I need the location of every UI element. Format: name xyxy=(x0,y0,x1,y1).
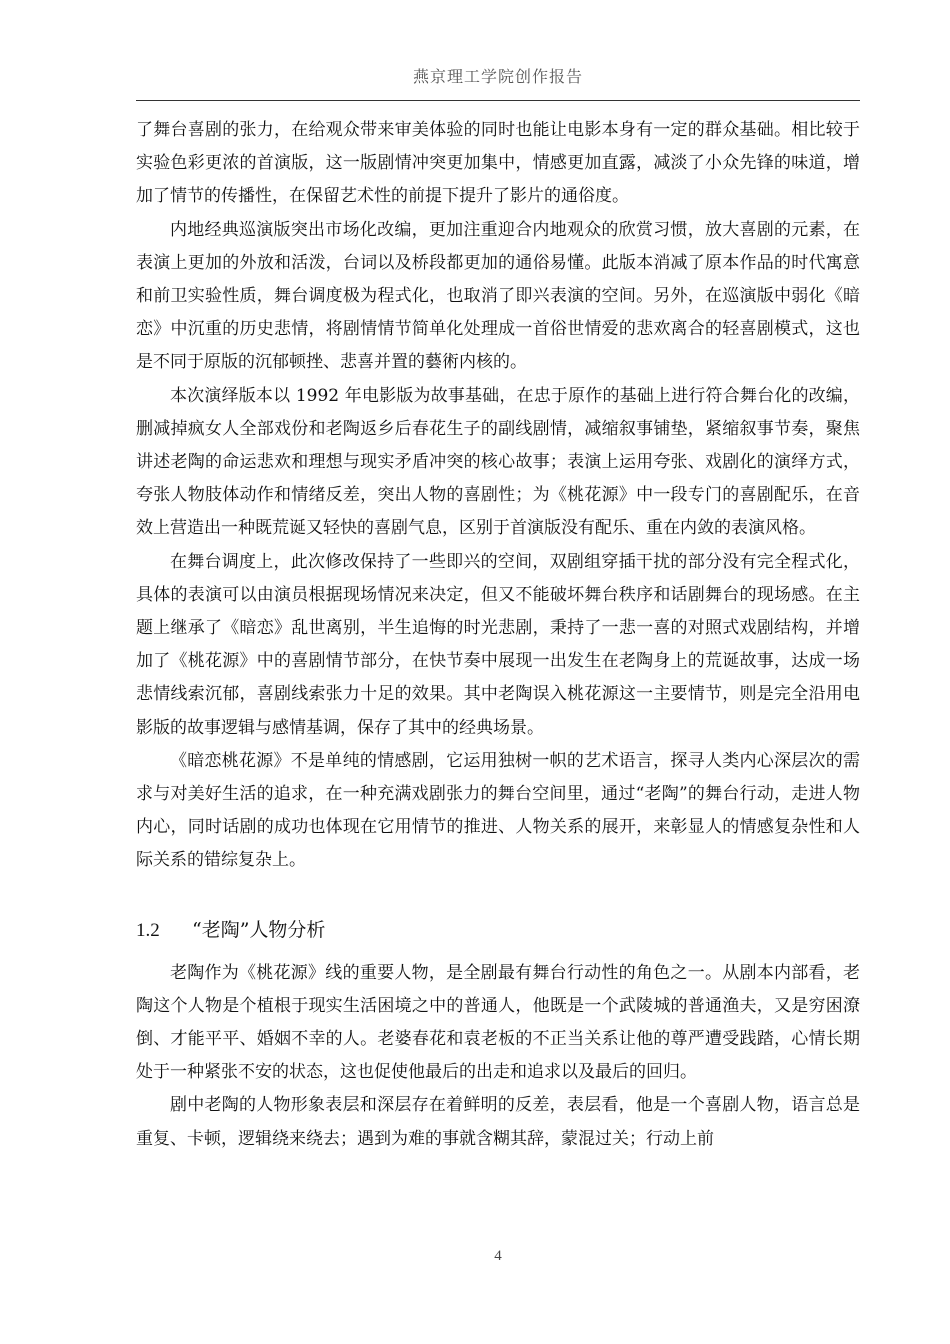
body-paragraph: 在舞台调度上，此次修改保持了一些即兴的空间，双剧组穿插干扰的部分没有完全程式化，具体的表演可以由演员根据现场情况来决定，但又不能破坏舞台秩序和话剧舞台的现场感。在主题上继承了《暗恋》乱世离别，半生追悔的时光悲剧，秉持了一悲一喜的对照式戏剧结构，并增加了《桃花源》中的喜剧情节部分，在快节奏中展现一出发生在老陶身上的荒诞故事，达成一场悲情线索沉郁，喜剧线索张力十足的效果。其中老陶误入桃花源这一主要情节，则是完全沿用电影版的故事逻辑与感情基调，保存了其中的经典场景。 xyxy=(136,551,860,738)
section-number: 1.2 xyxy=(136,919,160,941)
body-paragraph: 内地经典巡演版突出市场化改编，更加注重迎合内地观众的欣赏习惯，放大喜剧的元素，在表演上更加的外放和活泼，台词以及桥段都更加的通俗易懂。此版本消减了原本作品的时代寓意和前卫实验性质，舞台调度极为程式化，也取消了即兴表演的空间。另外，在巡演版中弱化《暗恋》中沉重的历史悲情，将剧情情节简单化处理成一首俗世情爱的悲欢离合的轻喜剧模式，这也是不同于原版的沉郁顿挫、悲喜并置的藝術内核的。 xyxy=(136,219,860,373)
body-content xyxy=(136,114,860,1156)
body-paragraph: 《暗恋桃花源》不是单纯的情感剧，它运用独树一帜的艺术语言，探寻人类内心深层次的需求与对美好生活的追求，在一种充满戏剧张力的舞台空间里，通过“老陶”的舞台行动，走进人物内心，同时话剧的成功也体现在它用情节的推进、人物关系的展开，来彰显人的情感复杂性和人际关系的错综复杂上。 xyxy=(136,750,860,871)
body-paragraph: 了舞台喜剧的张力，在给观众带来审美体验的同时也能让电影本身有一定的群众基础。相比较于实验色彩更浓的首演版，这一版剧情冲突更加集中，情感更加直露，减淡了小众先锋的味道，增加了情节的传播性，在保留艺术性的前提下提升了影片的通俗度。 xyxy=(136,120,860,207)
running-header: 燕京理工学院创作报告 xyxy=(412,67,583,86)
header-divider xyxy=(136,100,860,101)
body-paragraph: 本次演绎版本以 1992 年电影版为故事基础，在忠于原作的基础上进行符合舞台化的改编，删减掉疯女人全部戏份和老陶返乡后春花生子的副线剧情，减缩叙事铺垫，紧缩叙事节奏，聚焦讲述老陶的命运悲欢和理想与现实矛盾冲突的核心故事；表演上运用夸张、戏剧化的演绎方式，夸张人物肢体动作和情绪反差，突出人物的喜剧性；为《桃花源》中一段专门的喜剧配乐，在音效上营造出一种既荒诞又轻快的喜剧气息，区别于首演版没有配乐、重在内敛的表演风格。 xyxy=(136,385,860,539)
section-heading xyxy=(136,908,860,953)
section-title: “老陶”人物分析 xyxy=(192,918,326,941)
body-paragraph: 老陶作为《桃花源》线的重要人物，是全剧最有舞台行动性的角色之一。从剧本内部看，老陶这个人物是个植根于现实生活困境之中的普通人，他既是一个武陵城的普通渔夫，又是穷困潦倒、才能平平、婚姻不幸的人。老婆春花和袁老板的不正当关系让他的尊严遭受践踏，心情长期处于一种紧张不安的状态，这也促使他最后的出走和追求以及最后的回归。 xyxy=(136,962,860,1083)
page-number: 4 xyxy=(494,1248,502,1264)
body-paragraph: 剧中老陶的人物形象表层和深层存在着鲜明的反差，表层看，他是一个喜剧人物，语言总是重复、卡顿，逻辑绕来绕去；遇到为难的事就含糊其辞，蒙混过关；行动上前 xyxy=(136,1095,860,1149)
